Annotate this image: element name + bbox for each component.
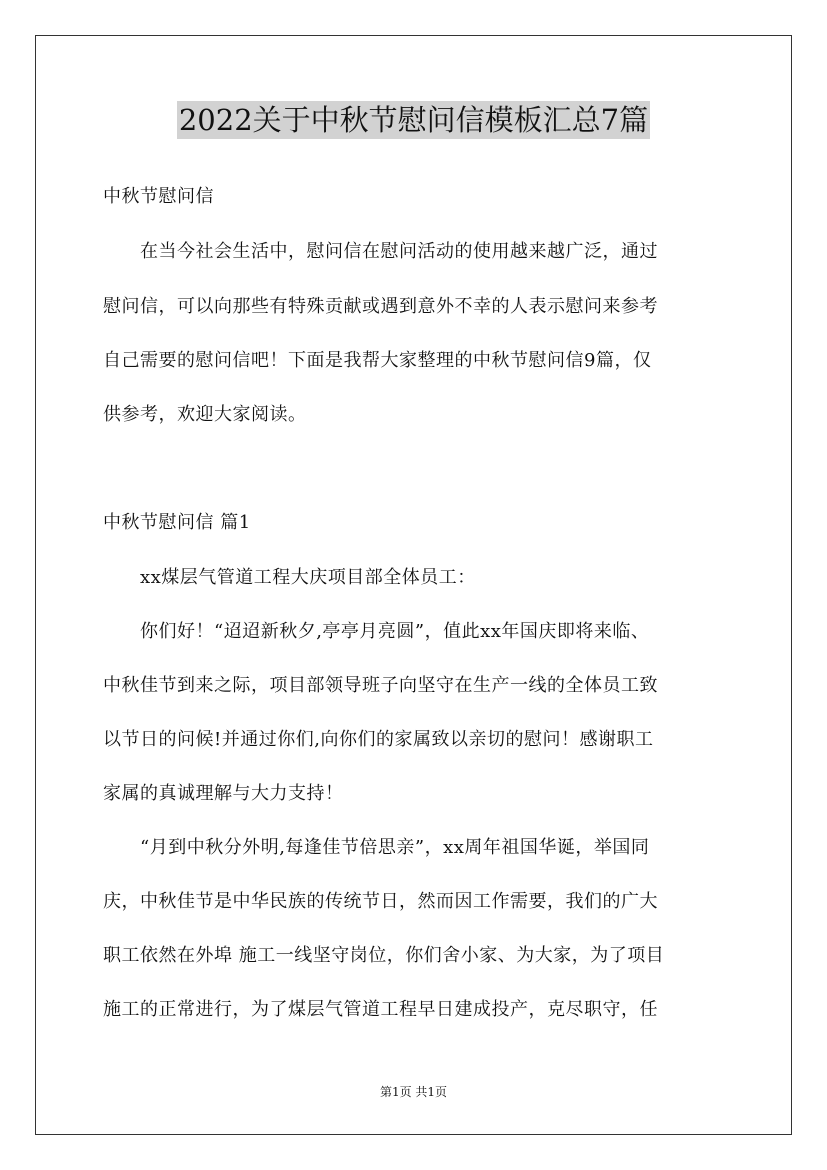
body-line: 中秋佳节到来之际，项目部领导班子向坚守在生产一线的全体员工致 [103,675,658,696]
document-title: 2022关于中秋节慰问信模板汇总7篇 [178,103,649,137]
section-heading: 中秋节慰问信 篇1 [103,512,251,533]
body-line: 家属的真诚理解与大力支持！ [103,783,344,804]
body-line: 庆，中秋佳节是中华民族的传统节日，然而因工作需要，我们的广大 [103,891,658,912]
intro-line: 自己需要的慰问信吧！下面是我帮大家整理的中秋节慰问信9篇，仅 [103,350,652,371]
body-line: 施工的正常进行，为了煤层气管道工程早日建成投产，克尽职守，任 [103,999,658,1020]
intro-line: 在当今社会生活中，慰问信在慰问活动的使用越来越广泛，通过 [103,241,658,262]
document-title-wrap [0,98,827,139]
intro-line: 慰问信，可以向那些有特殊贡献或遇到意外不幸的人表示慰问来参考 [103,296,658,317]
intro-line: 供参考，欢迎大家阅读。 [103,404,307,425]
body-line: xx煤层气管道工程大庆项目部全体员工： [103,567,476,588]
body-line: 职工依然在外埠 施工一线坚守岗位，你们舍小家、为大家，为了项目 [103,945,665,966]
section-heading: 中秋节慰问信 [103,186,214,207]
page-number: 第1页 共1页 [379,1085,448,1099]
body-line: 你们好！“迢迢新秋夕,亭亭月亮圆”，值此xx年国庆即将来临、 [103,621,650,642]
body-line: 以节日的问候!并通过你们,向你们的家属致以亲切的慰问！感谢职工 [103,729,654,750]
body-line: “月到中秋分外明,每逢佳节倍思亲”，xx周年祖国华诞，举国同 [103,837,650,858]
